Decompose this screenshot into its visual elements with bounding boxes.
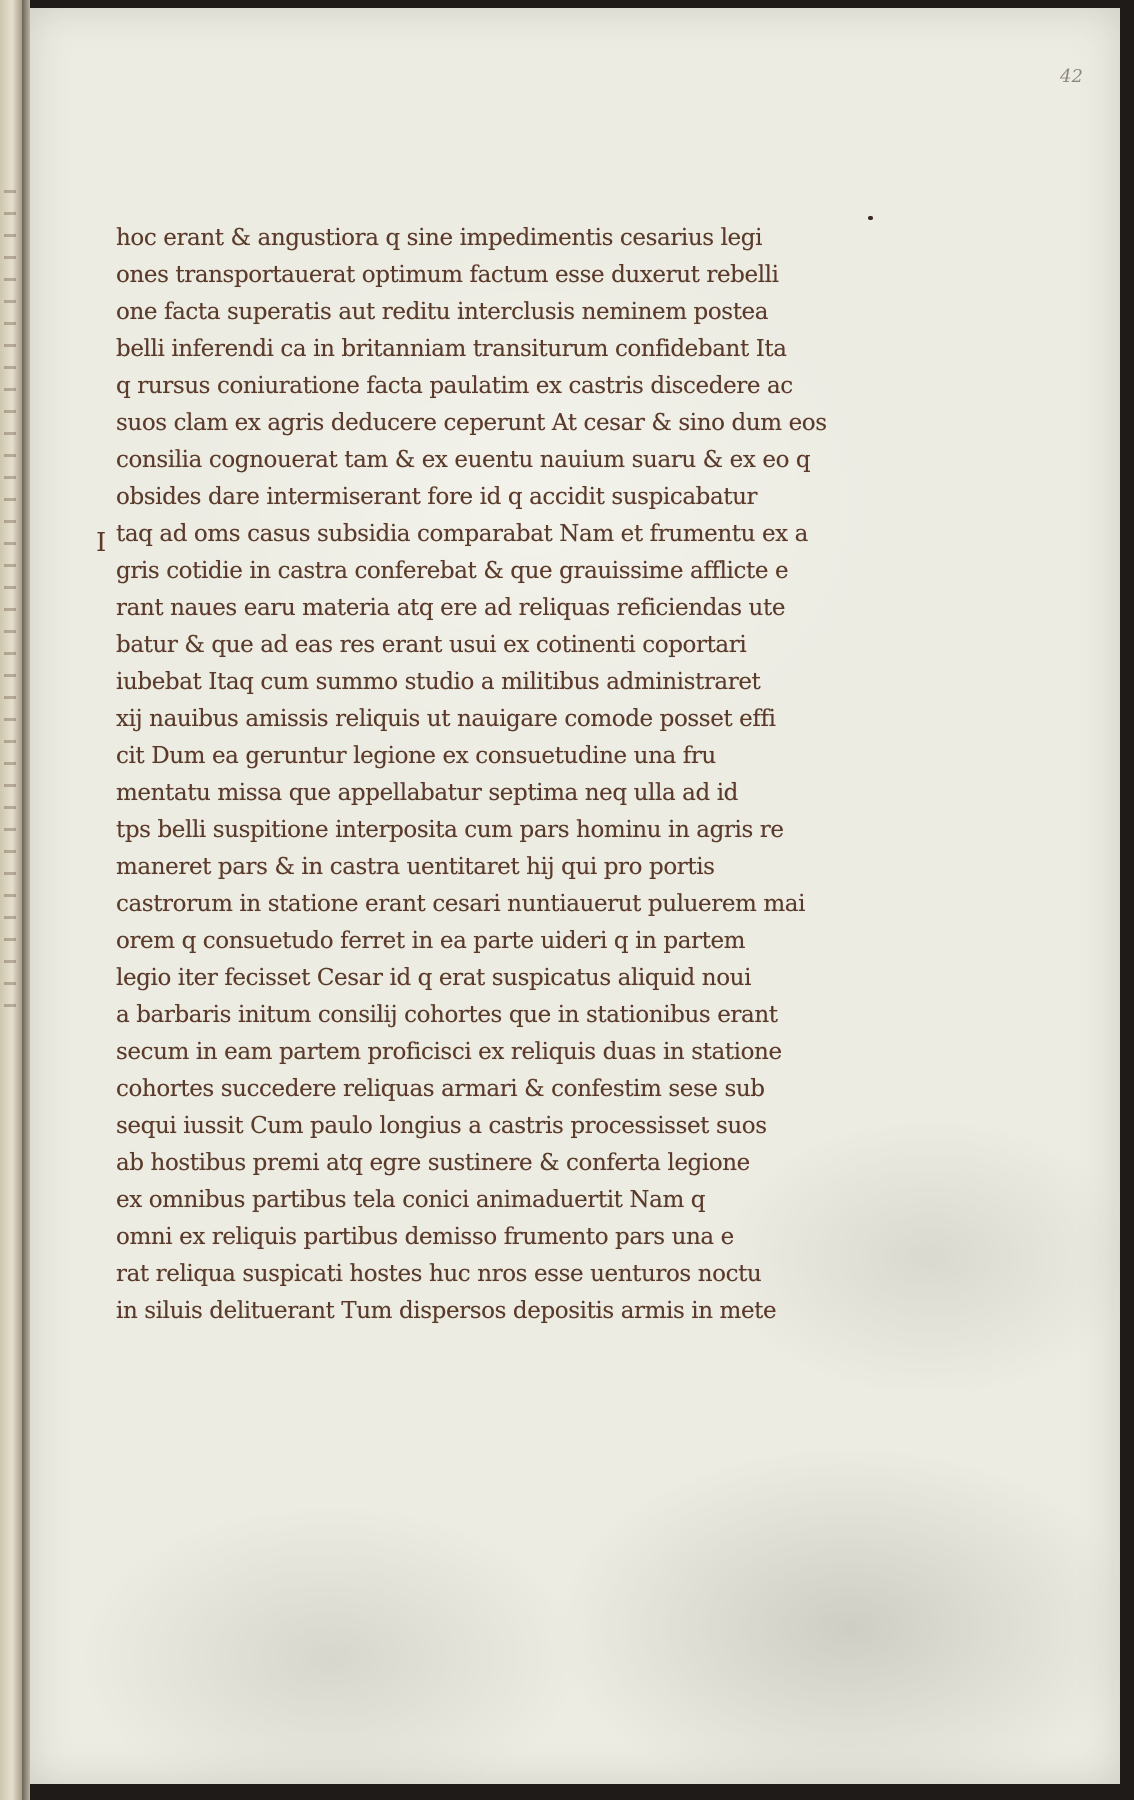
- text-line: sequi iussit Cum paulo longius a castris processisset suos: [116, 1113, 767, 1139]
- text-line: in siluis delituerant Tum dispersos depositis armis in mete: [116, 1298, 777, 1324]
- manuscript-page: [30, 8, 1120, 1784]
- previous-page-text-traces: [4, 190, 16, 1010]
- text-line: obsides dare intermiserant fore id q accidit suspicabatur: [116, 484, 758, 510]
- binding-gutter: [22, 0, 30, 1800]
- text-line: one facta superatis aut reditu interclusis neminem postea: [116, 299, 769, 325]
- text-line: a barbaris initum consilij cohortes que in stationibus erant: [116, 1002, 778, 1028]
- text-line: suos clam ex agris deducere ceperunt At cesar & sino dum eos: [116, 410, 827, 436]
- text-line: xij nauibus amissis reliquis ut nauigare comode posset effi: [116, 706, 776, 732]
- text-line: q rursus coniuratione facta paulatim ex castris discedere ac: [116, 373, 793, 399]
- text-line: maneret pars & in castra uentitaret hij qui pro portis: [116, 854, 715, 880]
- text-line: cit Dum ea geruntur legione ex consuetudine una fru: [116, 743, 716, 769]
- text-line: gris cotidie in castra conferebat & que grauissime afflicte e: [116, 558, 789, 584]
- previous-page-edge: [0, 0, 22, 1800]
- paragraph-initial: I: [96, 528, 107, 558]
- text-column: [116, 220, 856, 1330]
- text-line: legio iter fecisset Cesar id q erat suspicatus aliquid noui: [116, 965, 752, 991]
- text-line: tps belli suspitione interposita cum pars hominu in agris re: [116, 817, 784, 843]
- text-line: consilia cognouerat tam & ex euentu nauium suaru & ex eo q: [116, 447, 811, 473]
- text-line: rant naues earu materia atq ere ad reliquas reficiendas ute: [116, 595, 786, 621]
- text-line: mentatu missa que appellabatur septima neq ulla ad id: [116, 780, 739, 806]
- text-line: ex omnibus partibus tela conici animaduertit Nam q: [116, 1187, 706, 1213]
- text-line: belli inferendi ca in britanniam transiturum confidebant Ita: [116, 336, 787, 362]
- text-line: ab hostibus premi atq egre sustinere & conferta legione: [116, 1150, 750, 1176]
- text-line: cohortes succedere reliquas armari & confestim sese sub: [116, 1076, 765, 1102]
- text-line: batur & que ad eas res erant usui ex cotinenti coportari: [116, 632, 747, 658]
- text-line: taq ad oms casus subsidia comparabat Nam et frumentu ex a: [116, 521, 808, 547]
- folio-number: 42: [1060, 66, 1083, 87]
- text-line: castrorum in statione erant cesari nuntiauerut puluerem mai: [116, 891, 806, 917]
- text-line: rat reliqua suspicati hostes huc nros esse uenturos noctu: [116, 1261, 762, 1287]
- text-line: ones transportauerat optimum factum esse duxerut rebelli: [116, 262, 779, 288]
- text-line: omni ex reliquis partibus demisso frumento pars una e: [116, 1224, 734, 1250]
- text-line: iubebat Itaq cum summo studio a militibus administraret: [116, 669, 761, 695]
- ink-dot: [868, 216, 873, 220]
- text-line: orem q consuetudo ferret in ea parte uideri q in partem: [116, 928, 746, 954]
- text-line: hoc erant & angustiora q sine impedimentis cesarius legi: [116, 225, 763, 251]
- text-line: secum in eam partem proficisci ex reliquis duas in statione: [116, 1039, 782, 1065]
